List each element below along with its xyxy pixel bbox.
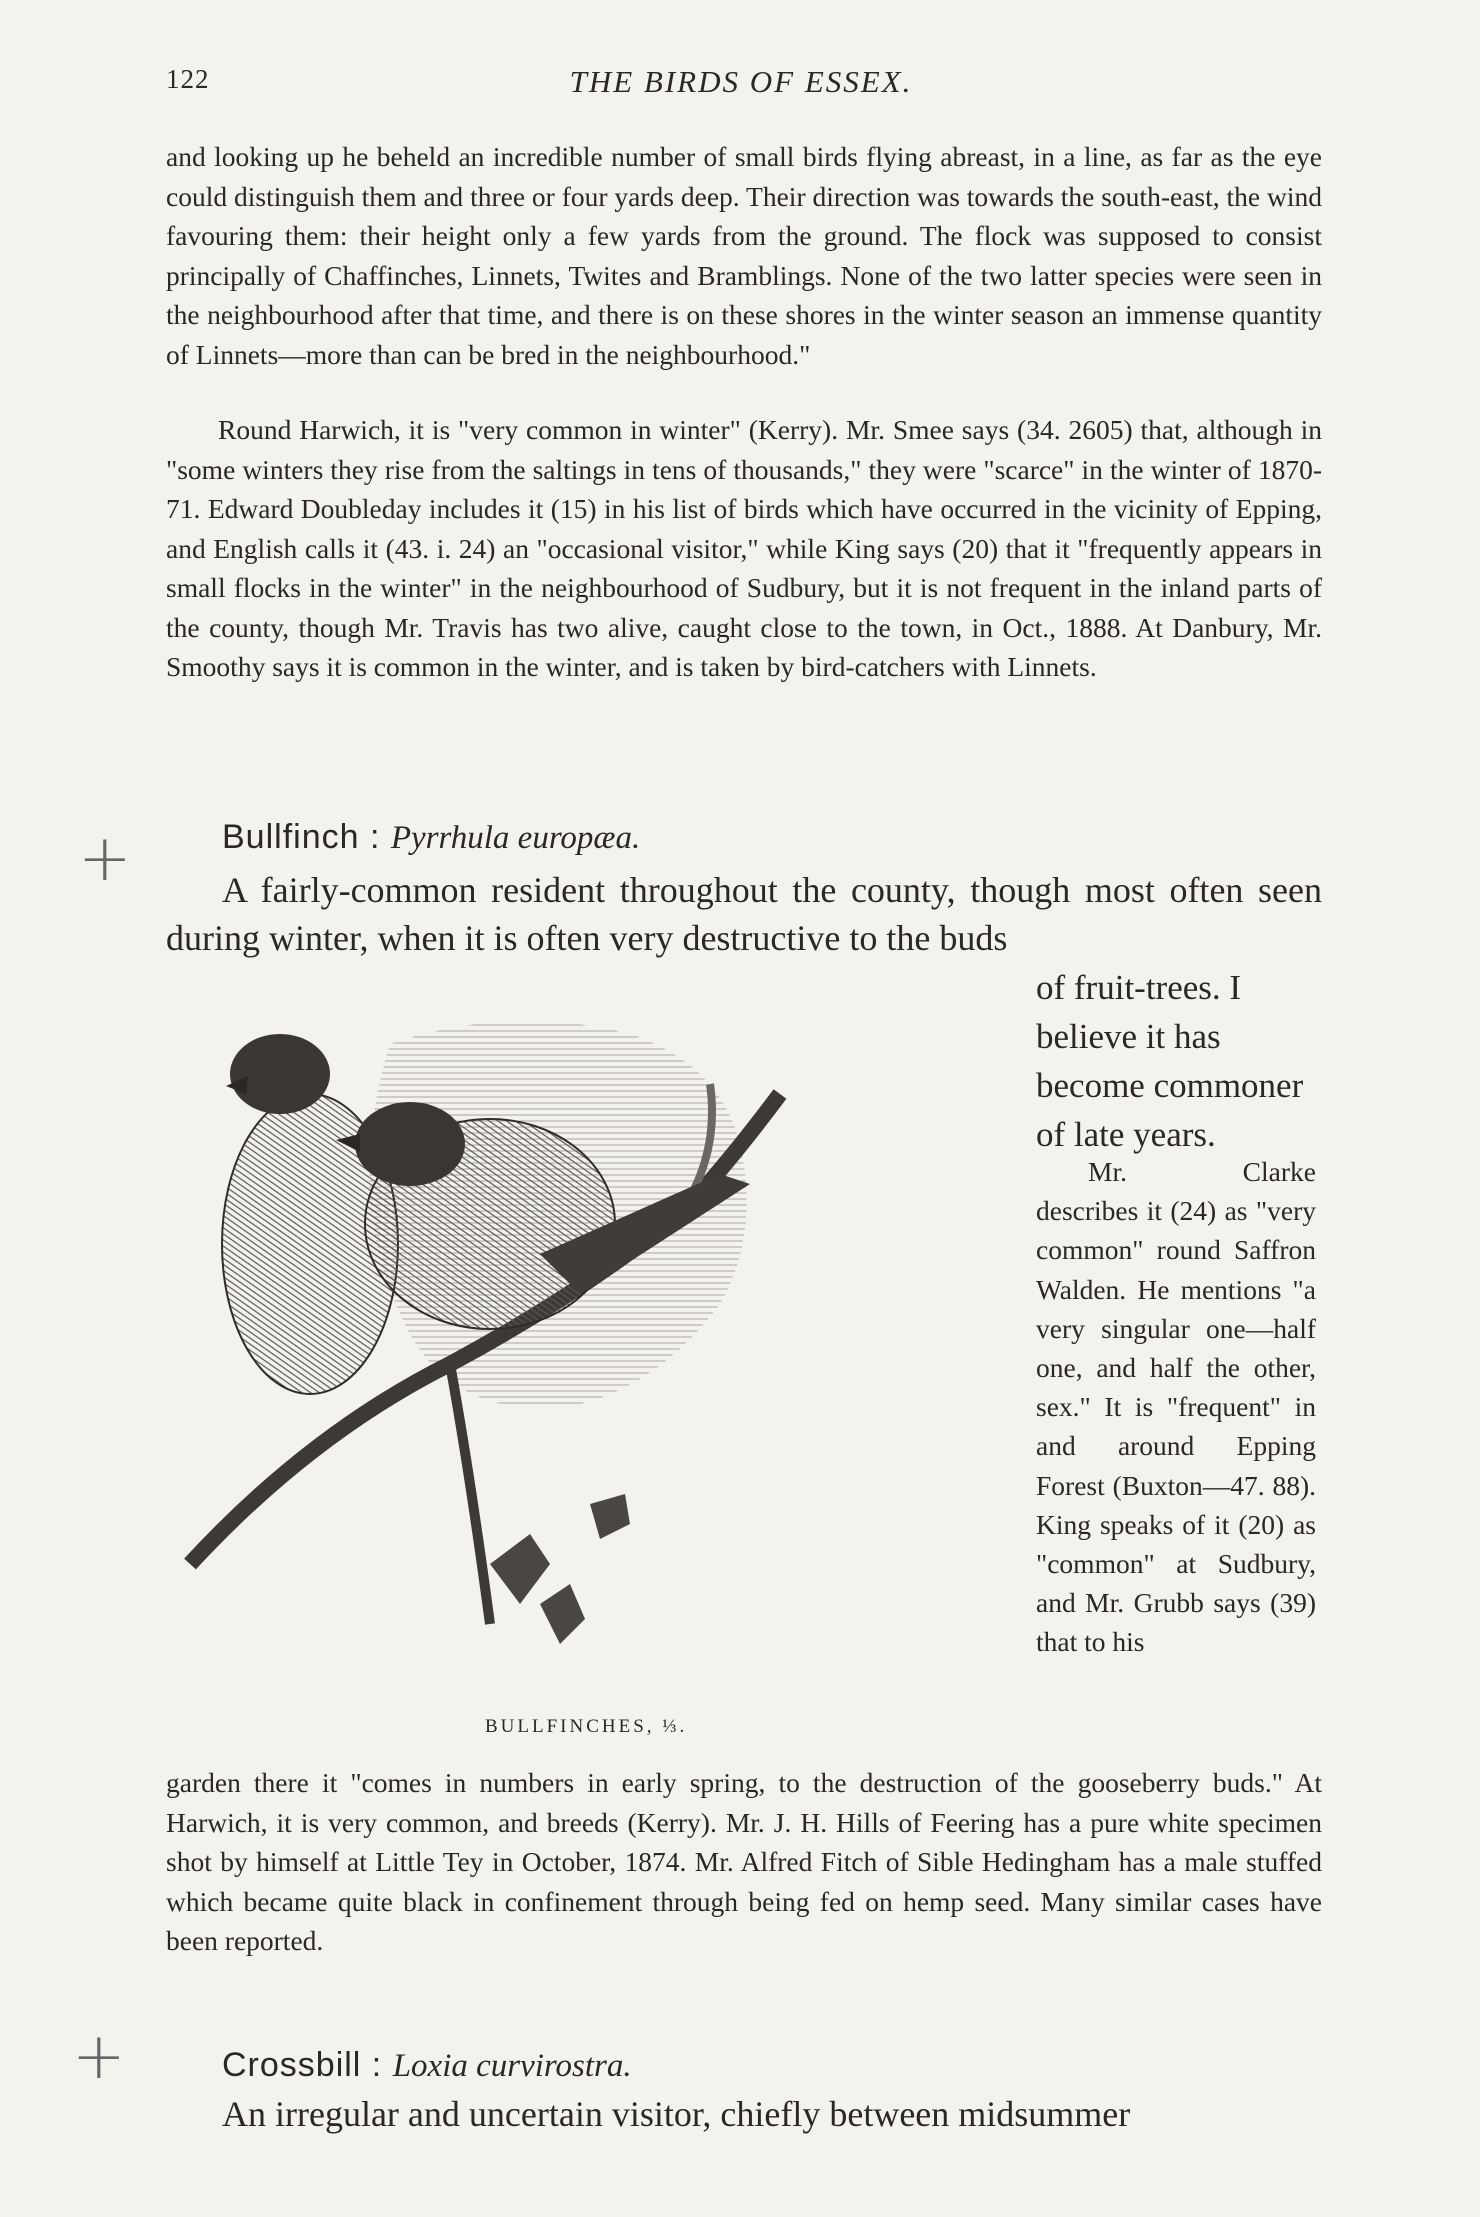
crossbill-intro <box>166 2090 1322 2138</box>
figure-caption: BULLFINCHES, ⅓. <box>485 1716 688 1737</box>
harwich-text: Round Harwich, it is "very common in winter" (Kerry). Mr. Smee says (34. 2605) that, although in "some winters they rise from the saltings in tens of thousands," they were "scarce" in the winter of 1870-71. Edward Doubleday includes it (15) in his list of birds which have occurred in the vicinity of Epping, and English calls it (43. i. 24) an "occasional visitor," while King says (20) that it "frequently appears in small flocks in the winter" in the neighbourhood of Sudbury, but it is not frequent in the inland parts of the county, though Mr. Travis has two alive, caught close to the town, in Oct., 1888. At Danbury, Mr. Smoothy says it is common in the winter, and is taken by bird-catchers with Linnets. <box>166 414 1322 682</box>
bullfinch-side-large-text: of fruit-trees. I believe it has become commoner of late years. <box>1036 968 1304 1154</box>
quote-continuation-text: and looking up he beheld an incredible number of small birds flying abreast, in a line, as far as the eye could distinguish them and three or four yards deep. Their direction was towards the south-east, the wind favouring them: their height only a few yards from the ground. The flock was supposed to consist principally of Chaffinches, Linnets, Twites and Bramblings. None of the two latter species were seen in the neighbourhood after that time, and there is on these shores in the winter season an immense quantity of Linnets—more than can be bred in the neighbourhood." <box>166 141 1322 370</box>
running-title: THE BIRDS OF ESSEX. <box>569 64 913 99</box>
bullfinch-side-large <box>1036 963 1316 1159</box>
bullfinch-latin-name: Pyrrhula europæa. <box>390 820 641 856</box>
bullfinch-side-small-text: Mr. Clarke describes it (24) as "very common" round Saffron Walden. He mentions "a very singular one—half one, and half the other, sex." It is "frequent" in and around Epping Forest (Buxton—47. 88). King speaks of it (20) as "common" at Sudbury, and Mr. Grubb says (39) that to his <box>1036 1156 1316 1658</box>
bullfinch-heading <box>222 818 640 857</box>
bullfinch-intro <box>166 866 1322 962</box>
harwich-paragraph <box>166 410 1322 687</box>
page-number: 122 <box>166 64 210 94</box>
quote-paragraph <box>166 137 1322 374</box>
crossbill-intro-text: An irregular and uncertain visitor, chiefly between midsummer <box>222 2094 1131 2134</box>
bullfinch-intro-text: A fairly-common resident throughout the county, though most often seen during winter, when it is often very destructive to the buds <box>166 870 1322 958</box>
bullfinch-continuation <box>166 1763 1322 1961</box>
crossbill-common-name: Crossbill : <box>222 2046 383 2084</box>
bullfinch-side-small <box>1036 1152 1316 1662</box>
registration-mark: + <box>78 822 132 896</box>
registration-mark-2: + <box>72 2020 126 2094</box>
page-header <box>166 64 1316 104</box>
crossbill-latin-name: Loxia curvirostra. <box>392 2048 632 2084</box>
bullfinch-continuation-text: garden there it "comes in numbers in early spring, to the destruction of the gooseberry buds." At Harwich, it is very common, and breeds (Kerry). Mr. J. H. Hills of Feering has a pure white specimen shot by himself at Little Tey in October, 1874. Mr. Alfred Fitch of Sible Hedingham has a male stuffed which became quite black in confinement through being fed on hemp seed. Many similar cases have been reported. <box>166 1767 1322 1956</box>
bullfinches-illustration <box>160 1004 1010 1704</box>
crossbill-heading <box>222 2046 632 2085</box>
bullfinch-common-name: Bullfinch : <box>222 818 381 856</box>
